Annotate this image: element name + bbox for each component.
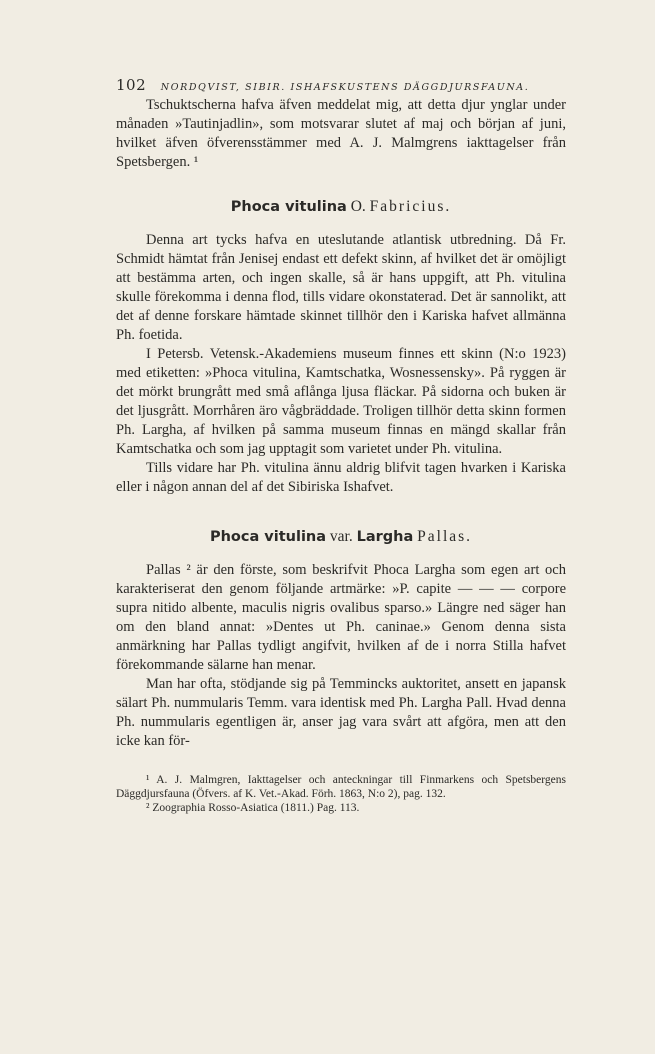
footnote-2: ² Zoographia Rosso-Asiatica (1811.) Pag. 113. — [146, 802, 360, 814]
body-paragraph: Pallas ² är den förste, som beskrifvit Phoca Largha som egen art och karakteriserat den genom följande artmärke: »P. capite — — — corpore supra nitido albente, maculis nigris ovalibus sparso.» Längre ned säger han om den bland annat: »Dentes ut Ph. caninae.» Genom denna sista anmärkning har Pallas tydligt angifvit, hvilken af de i norra Stilla hafvet förekommande sälarne han menar. — [116, 562, 566, 673]
species-name: Phoca vitulina — [230, 199, 347, 215]
variety-marker: var. — [329, 528, 353, 545]
page-number: 102 — [116, 76, 147, 94]
species-name: Phoca vitulina — [209, 529, 327, 545]
author-name: Fabricius. — [369, 198, 452, 215]
author-name: Pallas. — [417, 528, 473, 545]
body-paragraph: Denna art tycks hafva en uteslutande atlantisk utbredning. Då Fr. Schmidt hämtat från Jenisej endast ett defekt skinn, af hvilket det är omöjligt att bestämma arten, och ingen skalle, så är hans uppgift, att Ph. vitulina skulle förekomma i denna flod, tills vidare okonstaterad. Det är sannolikt, att det af denne forskare hämtade skinnet tillhör den i Kariska hafvet allmänna Ph. foetida. — [116, 232, 566, 343]
author-initial: O. — [350, 198, 366, 215]
footnotes — [116, 773, 566, 815]
footnote-1: ¹ A. J. Malmgren, Iakttagelser och anteckningar till Finmarkens och Spetsbergens Däggdjursfauna (Öfvers. af K. Vet.-Akad. Förh. 1863, N:o 2), pag. 132. — [116, 774, 566, 800]
page-header — [116, 76, 566, 94]
body-paragraph: Tills vidare har Ph. vitulina ännu aldrig blifvit tagen hvarken i Kariska eller i någon annan del af det Sibiriska Ishafvet. — [116, 460, 566, 495]
body-paragraph: I Petersb. Vetensk.-Akademiens museum finnes ett skinn (N:o 1923) med etiketten: »Phoca vitulina, Kamtschatka, Wosnessensky». På ryggen är det mörkt brungrått med små aflånga ljusa fläckar. På sidorna och buken är det ljusgrått. Morrhåren äro vågbräddade. Troligen tillhör detta skinn formen Ph. Largha, af hvilken på samma museum finnas en mängd skallar från Kamtschatka och som jag upptagit som varietet under Ph. vitulina. — [116, 346, 566, 457]
running-title: NORDQVIST, SIBIR. ISHAFSKUSTENS DÄGGDJURSFAUNA. — [160, 82, 530, 93]
section-heading-phoca-vitulina — [116, 197, 566, 217]
variety-name: Largha — [356, 529, 414, 545]
page-body — [116, 96, 566, 815]
body-paragraph: Man har ofta, stödjande sig på Temmincks auktoritet, ansett en japansk sälart Ph. nummularis Temm. vara identisk med Ph. Largha Pall. Hvad denna Ph. nummularis egentligen är, anser jag vara svårt att afgöra, men att den icke kan för- — [116, 676, 566, 749]
intro-paragraph: Tschuktscherna hafva äfven meddelat mig, att detta djur ynglar under månaden »Tautinjadlin», som motsvarar slutet af maj och början af juni, hvilket äfven öfverensstämmer med A. J. Malmgrens iakttagelser från Spetsbergen. ¹ — [116, 97, 566, 170]
section-heading-phoca-vitulina-largha — [116, 527, 566, 547]
